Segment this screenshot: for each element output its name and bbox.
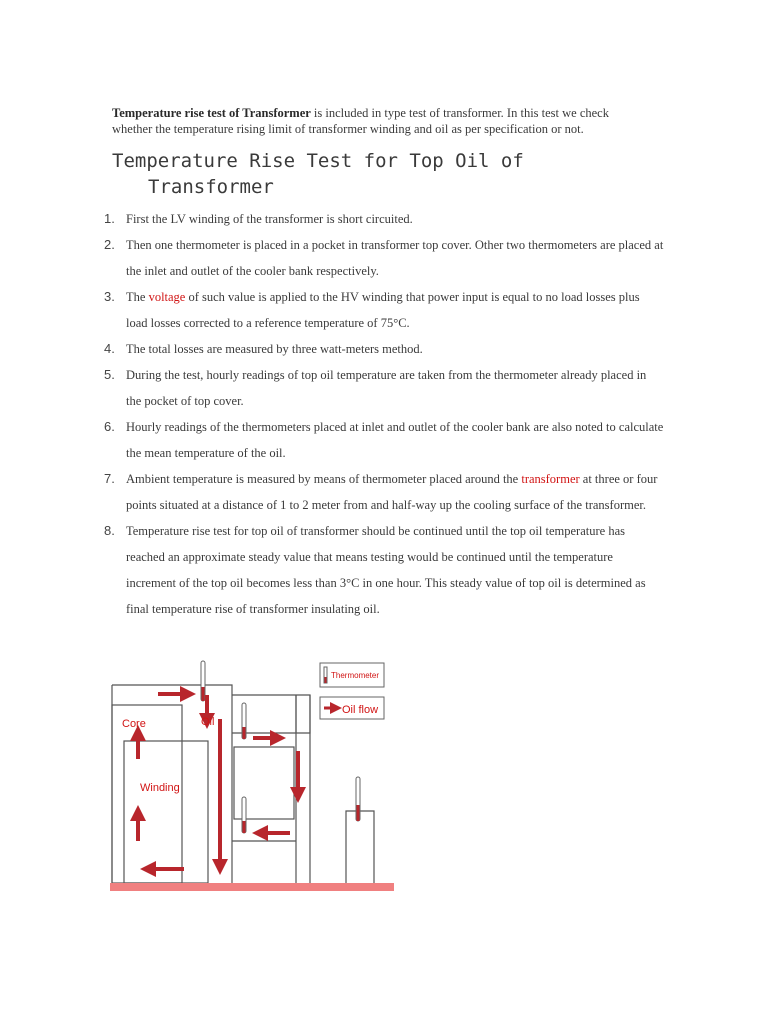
list-item: [104, 206, 664, 232]
step-number: 7.: [104, 471, 115, 486]
intro-text: is included in type test of transformer. In this test we check whether the temperature rising limit of transformer winding and oil as per specification or not.: [112, 105, 609, 136]
step-text: Then one thermometer is placed in a pocket in transformer top cover. Other two thermometers are placed at the inlet and outlet of the cooler bank respectively.: [126, 238, 664, 278]
winding-label: Winding: [140, 782, 180, 794]
thermometer-icon: [356, 777, 360, 821]
step-text: Temperature rise test for top oil of transformer should be continued until the top oil temperature has reached an approximate steady value that means testing would be continued until the temperature increment of the top oil becomes less than 3°C in one hour. This steady value of top oil is determined as final temperature rise of transformer insulating oil.: [126, 524, 646, 616]
step-number: 1.: [104, 211, 115, 226]
ambient-container: [346, 811, 374, 883]
winding-box: [124, 741, 208, 883]
thermometer-icon: [242, 703, 246, 739]
list-item: [104, 232, 664, 284]
step-number: 5.: [104, 367, 115, 382]
list-item: [104, 518, 664, 622]
section-heading: [112, 148, 672, 200]
intro-paragraph: [112, 105, 652, 137]
voltage-link[interactable]: voltage: [148, 290, 186, 304]
step-text: Hourly readings of the thermometers placed at inlet and outlet of the cooler bank are also noted to calculate the mean temperature of the oil.: [126, 420, 664, 460]
step-number: 6.: [104, 419, 115, 434]
core-label: Core: [122, 718, 146, 730]
list-item: [104, 336, 664, 362]
thermometer-icon: [201, 661, 205, 701]
thermometer-icon: [242, 797, 246, 833]
step-text: During the test, hourly readings of top oil temperature are taken from the thermometer already placed in the pocket of top cover.: [126, 368, 647, 408]
step-text: First the LV winding of the transformer is short circuited.: [126, 212, 413, 226]
steps-list: [104, 206, 664, 622]
list-item: [104, 414, 664, 466]
step-text-after: of such value is applied to the HV winding that power input is equal to no load losses plus load losses corrected to a reference temperature of 75°C.: [126, 290, 640, 330]
step-number: 2.: [104, 237, 115, 252]
step-number: 4.: [104, 341, 115, 356]
step-text: The total losses are measured by three watt-meters method.: [126, 342, 423, 356]
step-text: Ambient temperature is measured by means of thermometer placed around the: [126, 472, 522, 486]
core-frame: [112, 705, 182, 883]
transformer-link[interactable]: transformer: [521, 472, 580, 486]
step-number: 8.: [104, 523, 115, 538]
step-number: 3.: [104, 289, 115, 304]
list-item: [104, 284, 664, 336]
oil-label: Oil: [201, 716, 215, 728]
legend-thermometer: Thermometer: [331, 671, 380, 680]
heading-line-2: Transformer: [148, 176, 274, 198]
step-text: The: [126, 290, 149, 304]
heading-line-1: Temperature Rise Test for Top Oil of: [112, 150, 524, 172]
list-item: [104, 466, 664, 518]
ground-strip: [110, 883, 394, 891]
transformer-diagram: [110, 655, 400, 897]
legend-oil-flow: Oil flow: [342, 704, 379, 716]
list-item: [104, 362, 664, 414]
intro-bold: Temperature rise test of Transformer: [112, 105, 311, 120]
step-text-after: at three or four points situated at a distance of 1 to 2 meter from and half-way up the cooling surface of the transformer.: [126, 472, 658, 512]
